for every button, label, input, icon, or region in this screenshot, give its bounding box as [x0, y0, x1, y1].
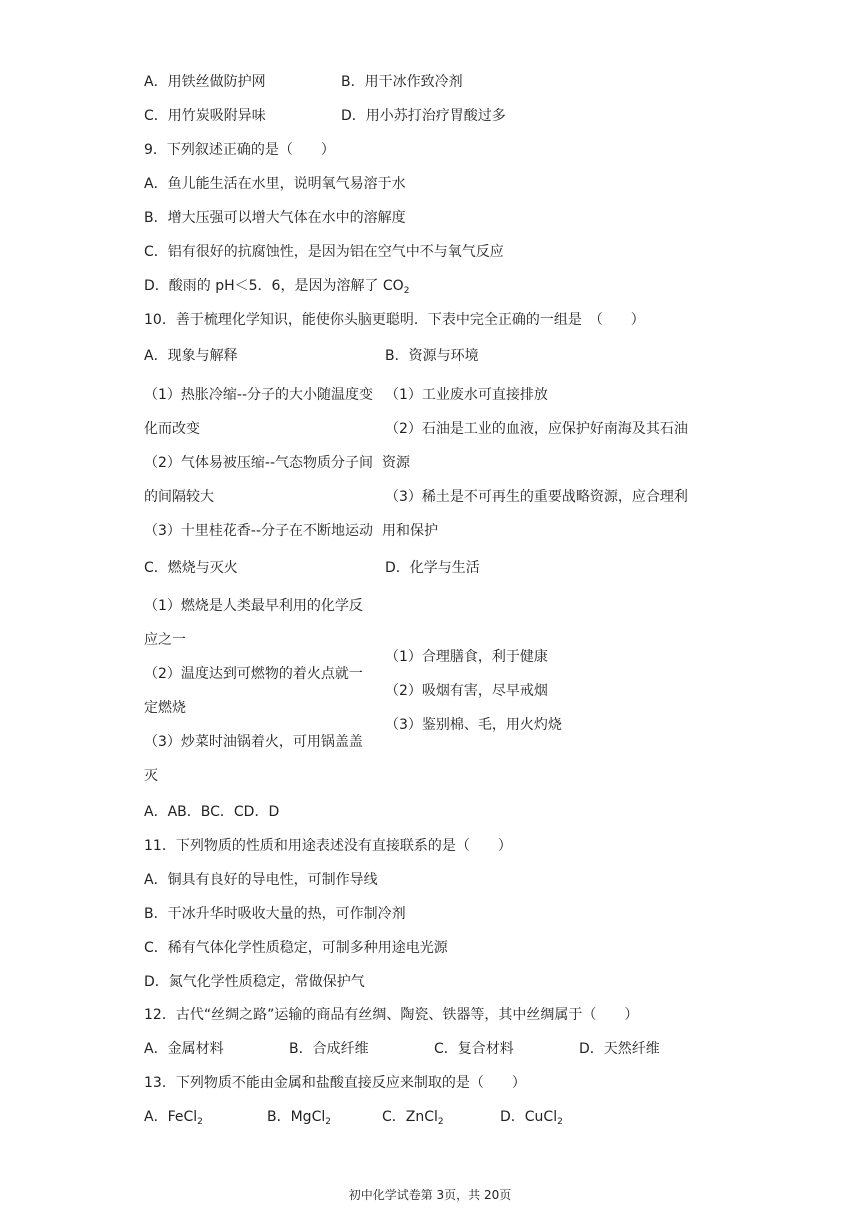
- q11-option-a: A．铜具有良好的导电性，可制作导线: [144, 872, 378, 888]
- q13-option-b: [267, 1107, 331, 1132]
- q10-c-line: （2）温度达到可燃物的着火点就一: [144, 666, 363, 682]
- q9-stem: 9．下列叙述正确的是（ ）: [144, 142, 335, 158]
- q10-b-line: （2）石油是工业的血液，应保护好南海及其石油: [385, 421, 688, 437]
- page-footer: 初中化学试卷第 3页，共 20页: [348, 1188, 512, 1202]
- q12-option-c: C．复合材料: [434, 1041, 514, 1057]
- q8-option-c: C．用竹炭吸附异味: [144, 108, 266, 124]
- q13-option-d-subscript: 2: [557, 1117, 563, 1127]
- q9-option-b: B．增大压强可以增大气体在水中的溶解度: [144, 210, 406, 226]
- q13-option-d: [500, 1107, 563, 1132]
- q10-c-line: （1）燃烧是人类最早利用的化学反: [144, 598, 363, 614]
- q11-stem: 11．下列物质的性质和用途表述没有直接联系的是（ ）: [144, 838, 512, 854]
- q10-d-line: （3）鉴别棉、毛，用火灼烧: [385, 717, 562, 733]
- q10-c-line: （3）炒菜时油锅着火，可用锅盖盖: [144, 734, 363, 750]
- q10-b-line: （1）工业废水可直接排放: [385, 387, 548, 403]
- q10-a-line: （3）十里桂花香--分子在不断地运动: [144, 523, 374, 539]
- q12-option-b: B．合成纤维: [289, 1041, 369, 1057]
- q13-option-c-text: C．ZnCl: [382, 1109, 438, 1125]
- q13-option-c-subscript: 2: [437, 1117, 444, 1127]
- q13-option-a: [144, 1107, 203, 1132]
- q11-option-b: B．干冰升华时吸收大量的热，可作制冷剂: [144, 906, 406, 922]
- q9-option-c: C．铝有很好的抗腐蚀性，是因为铝在空气中不与氧气反应: [144, 244, 504, 260]
- q10-a-line: 的间隔较大: [144, 489, 214, 505]
- q10-c-line: 灭: [144, 768, 158, 784]
- q10-group-a-heading: A．现象与解释: [144, 348, 238, 364]
- q9-option-d-text: D．酸雨的 pH＜5．6，是因为溶解了 CO: [144, 278, 404, 294]
- q13-option-c: [382, 1107, 444, 1132]
- q9-option-d: [144, 276, 409, 301]
- q9-option-a: A．鱼儿能生活在水里，说明氧气易溶于水: [144, 176, 406, 192]
- q10-a-line: （2）气体易被压缩--气态物质分子间: [144, 455, 374, 471]
- q9-option-d-subscript: 2: [403, 286, 410, 296]
- q12-option-d: D．天然纤维: [579, 1041, 660, 1057]
- q13-option-b-text: B．MgCl: [267, 1109, 326, 1125]
- q10-c-line: 应之一: [144, 632, 186, 648]
- q13-option-a-subscript: 2: [197, 1117, 203, 1127]
- q10-answer-options: A．AB．BC．CD．D: [144, 804, 280, 820]
- q13-option-d-text: D．CuCl: [500, 1109, 558, 1125]
- q8-option-a: A．用铁丝做防护网: [144, 74, 266, 90]
- q8-option-d: D．用小苏打治疗胃酸过多: [341, 108, 506, 124]
- q10-d-line: （1）合理膳食，利于健康: [385, 649, 548, 665]
- q11-option-d: D．氮气化学性质稳定，常做保护气: [144, 974, 365, 990]
- q10-c-line: 定燃烧: [144, 700, 186, 716]
- q10-a-line: （1）热胀冷缩--分子的大小随温度变: [144, 387, 374, 403]
- q13-stem: 13．下列物质不能由金属和盐酸直接反应来制取的是（ ）: [144, 1075, 526, 1091]
- q10-b-line: （3）稀土是不可再生的重要战略资源，应合理利: [385, 489, 688, 505]
- q10-group-b-heading: B．资源与环境: [385, 348, 479, 364]
- q13-option-a-text: A．FeCl: [144, 1109, 198, 1125]
- q8-option-b: B．用干冰作致冷剂: [341, 74, 463, 90]
- q10-b-line: 资源: [382, 455, 410, 471]
- q10-d-line: （2）吸烟有害，尽早戒烟: [385, 683, 548, 699]
- q10-group-d-heading: D．化学与生活: [385, 560, 480, 576]
- q12-option-a: A．金属材料: [144, 1041, 224, 1057]
- q10-a-line: 化而改变: [144, 421, 200, 437]
- q10-stem: 10．善于梳理化学知识，能使你头脑更聪明．下表中完全正确的一组是 （ ）: [144, 312, 645, 328]
- q13-option-b-subscript: 2: [325, 1117, 331, 1127]
- q10-group-c-heading: C．燃烧与灭火: [144, 560, 238, 576]
- q12-stem: 12．古代“丝绸之路”运输的商品有丝绸、陶瓷、铁器等，其中丝绸属于（ ）: [144, 1007, 639, 1023]
- q10-b-line: 用和保护: [382, 523, 438, 539]
- q11-option-c: C．稀有气体化学性质稳定，可制多种用途电光源: [144, 940, 448, 956]
